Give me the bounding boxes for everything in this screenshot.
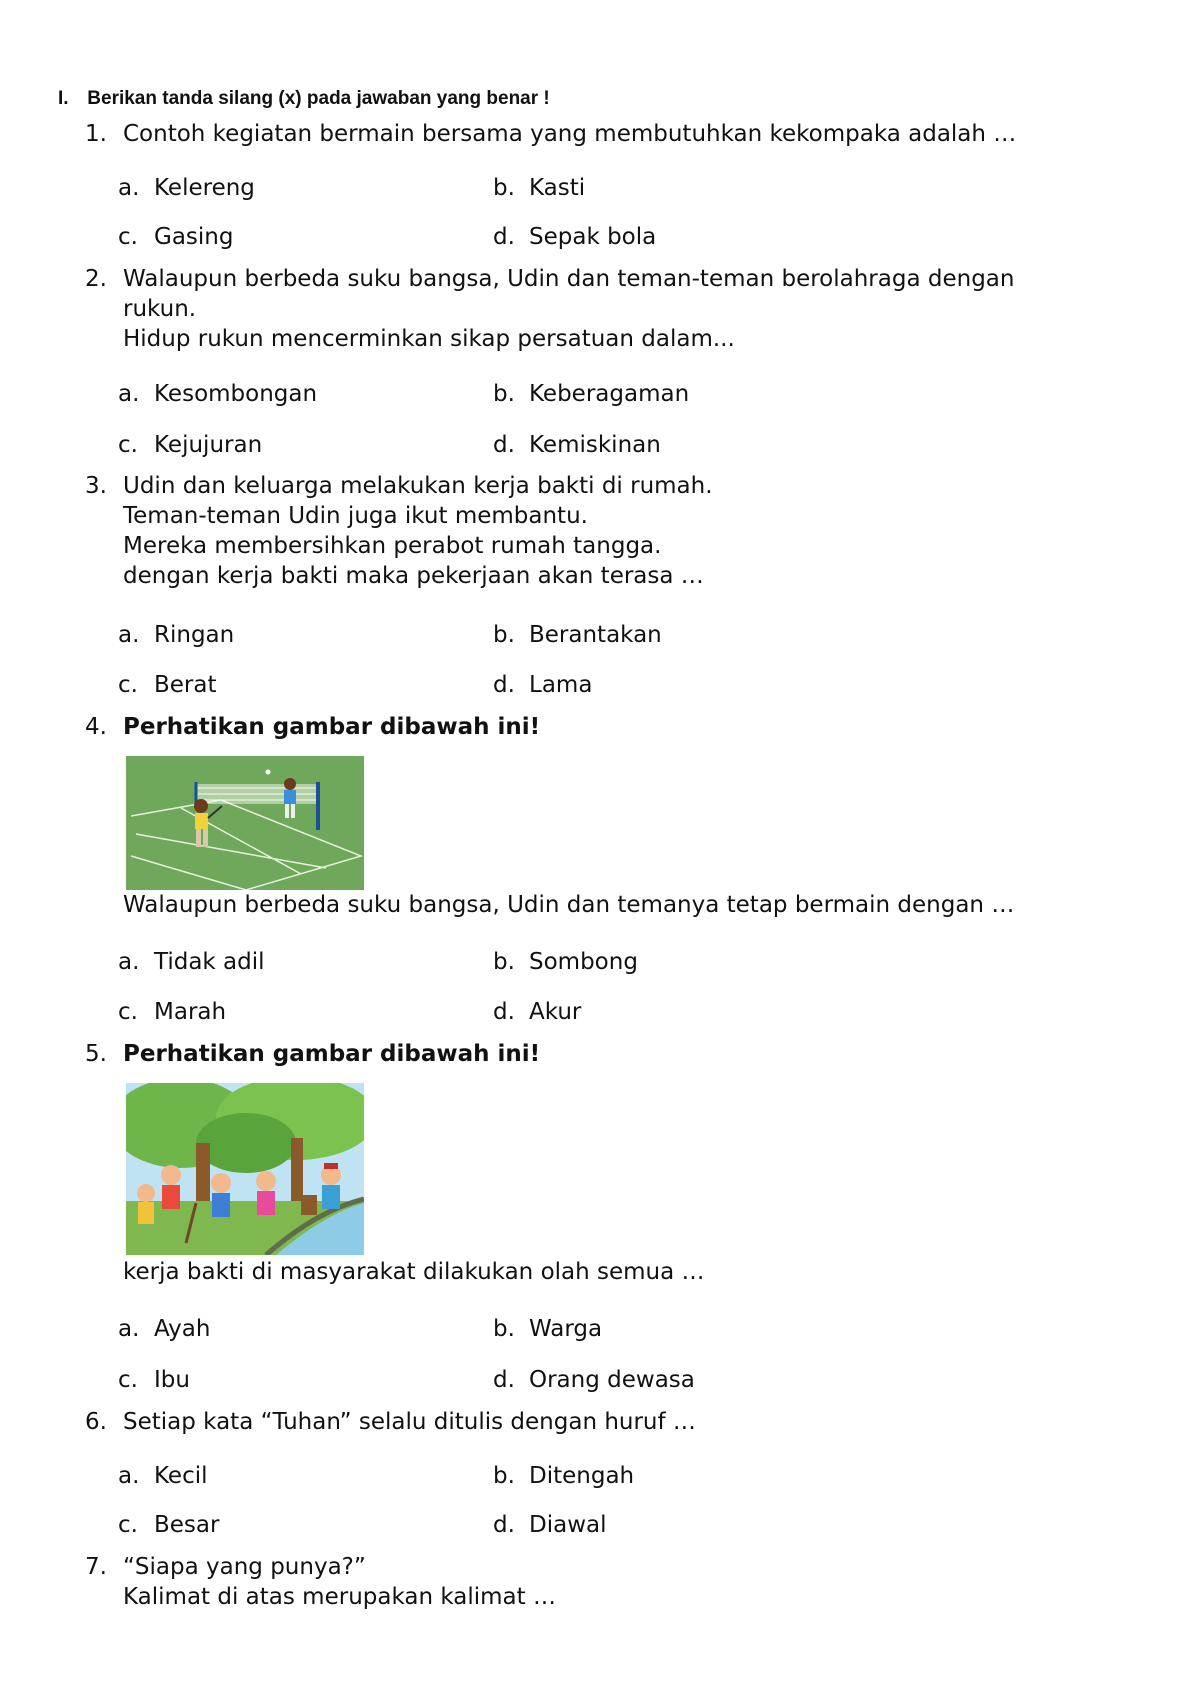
section-heading bbox=[58, 88, 550, 110]
question-text: Perhatikan gambar dibawah ini! bbox=[123, 714, 541, 740]
badminton-illustration bbox=[126, 756, 364, 890]
option-5a[interactable]: a. Ayah bbox=[118, 1316, 211, 1342]
option-4d[interactable]: d. Akur bbox=[493, 999, 582, 1025]
question-text: Setiap kata “Tuhan” selalu ditulis dengan huruf … bbox=[123, 1409, 696, 1435]
option-4b[interactable]: b. Sombong bbox=[493, 949, 638, 975]
question-number: 5. bbox=[85, 1041, 107, 1067]
question-text: Kalimat di atas merupakan kalimat … bbox=[123, 1584, 556, 1610]
option-5b[interactable]: b. Warga bbox=[493, 1316, 603, 1342]
option-3d[interactable]: d. Lama bbox=[493, 672, 593, 698]
section-instruction: Berikan tanda silang (x) pada jawaban yang benar ! bbox=[87, 88, 550, 109]
option-5d[interactable]: d. Orang dewasa bbox=[493, 1367, 695, 1393]
option-3c[interactable]: c. Berat bbox=[118, 672, 217, 698]
question-text: “Siapa yang punya?” bbox=[123, 1554, 366, 1580]
option-2c[interactable]: c. Kejujuran bbox=[118, 432, 263, 458]
option-6a[interactable]: a. Kecil bbox=[118, 1463, 208, 1489]
option-1b[interactable]: b. Kasti bbox=[493, 175, 586, 201]
question-text: dengan kerja bakti maka pekerjaan akan terasa … bbox=[123, 563, 704, 589]
question-text: Hidup rukun mencerminkan sikap persatuan dalam... bbox=[123, 326, 735, 352]
option-4a[interactable]: a. Tidak adil bbox=[118, 949, 265, 975]
option-3b[interactable]: b. Berantakan bbox=[493, 622, 662, 648]
option-2a[interactable]: a. Kesombongan bbox=[118, 381, 318, 407]
option-2b[interactable]: b. Keberagaman bbox=[493, 381, 690, 407]
question-number: 1. bbox=[85, 121, 107, 147]
option-6c[interactable]: c. Besar bbox=[118, 1512, 220, 1538]
option-5c[interactable]: c. Ibu bbox=[118, 1367, 190, 1393]
option-6b[interactable]: b. Ditengah bbox=[493, 1463, 635, 1489]
section-number: I. bbox=[58, 88, 69, 109]
question-text: Walaupun berbeda suku bangsa, Udin dan teman-teman berolahraga dengan bbox=[123, 266, 1015, 292]
question-number: 3. bbox=[85, 473, 107, 499]
community-work-illustration bbox=[126, 1083, 364, 1255]
option-2d[interactable]: d. Kemiskinan bbox=[493, 432, 661, 458]
question-text: Mereka membersihkan perabot rumah tangga. bbox=[123, 533, 662, 559]
question-number: 7. bbox=[85, 1554, 107, 1580]
question-text: Perhatikan gambar dibawah ini! bbox=[123, 1041, 541, 1067]
question-text: rukun. bbox=[123, 296, 197, 322]
option-4c[interactable]: c. Marah bbox=[118, 999, 227, 1025]
question-5-prompt: kerja bakti di masyarakat dilakukan olah semua … bbox=[123, 1259, 705, 1285]
question-text: Contoh kegiatan bermain bersama yang membutuhkan kekompaka adalah … bbox=[123, 121, 1017, 147]
option-1c[interactable]: c. Gasing bbox=[118, 224, 234, 250]
option-3a[interactable]: a. Ringan bbox=[118, 622, 235, 648]
question-text: Teman-teman Udin juga ikut membantu. bbox=[123, 503, 588, 529]
option-1d[interactable]: d. Sepak bola bbox=[493, 224, 657, 250]
question-number: 2. bbox=[85, 266, 107, 292]
question-4-prompt: Walaupun berbeda suku bangsa, Udin dan temanya tetap bermain dengan … bbox=[123, 892, 1015, 918]
option-6d[interactable]: d. Diawal bbox=[493, 1512, 607, 1538]
question-text: Udin dan keluarga melakukan kerja bakti di rumah. bbox=[123, 473, 713, 499]
option-1a[interactable]: a. Kelereng bbox=[118, 175, 255, 201]
question-number: 4. bbox=[85, 714, 107, 740]
question-number: 6. bbox=[85, 1409, 107, 1435]
